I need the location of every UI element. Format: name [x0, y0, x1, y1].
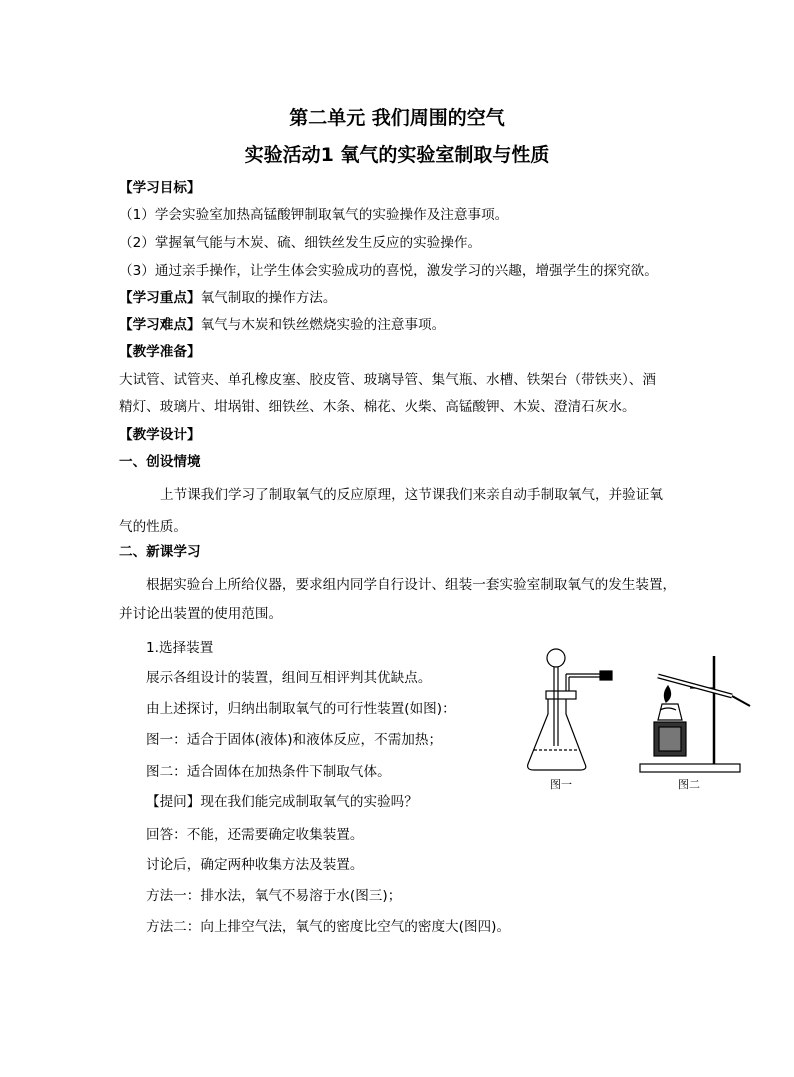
body-line: 展示各组设计的装置，组间互相评判其优缺点。: [146, 670, 432, 686]
difficulty-line: [119, 316, 445, 334]
focus-line: [119, 289, 337, 307]
figure1-label: 图一: [550, 778, 572, 791]
body-line: 方法二：向上排空气法，氧气的密度比空气的密度大(图四)。: [146, 919, 511, 935]
design-heading: 【教学设计】: [119, 427, 201, 443]
section1-heading: 一、创设情境: [119, 454, 201, 470]
body-line: 回答：不能，还需要确定收集装置。: [146, 827, 364, 843]
step-heading: 1.选择装置: [146, 640, 214, 656]
section2-heading: 二、新课学习: [119, 544, 201, 560]
unit-title: 第二单元 我们周围的空气: [289, 107, 505, 129]
prep-line: 大试管、试管夹、单孔橡皮塞、胶皮管、玻璃导管、集气瓶、水槽、铁架台（带铁夹）、酒: [119, 372, 656, 388]
goal-item: （3）通过亲手操作，让学生体会实验成功的喜悦，激发学习的兴趣，增强学生的探究欲。: [119, 263, 658, 279]
apparatus-figure: [518, 636, 754, 806]
figure2-label: 图二: [678, 778, 700, 791]
section1-para-cont: 气的性质。: [119, 519, 187, 535]
section2-para-cont: 并讨论出装置的使用范围。: [119, 606, 283, 622]
focus-label: 【学习重点】: [119, 290, 201, 306]
section1-para: 上节课我们学习了制取氧气的反应原理，这节课我们来亲自动手制取氧气，并验证氧: [160, 487, 663, 503]
body-line: 方法一：排水法，氧气不易溶于水(图三)；: [146, 888, 402, 904]
figure2-stand: [640, 656, 750, 772]
prep-heading: 【教学准备】: [119, 344, 201, 360]
section2-para: 根据实验台上所给仪器，要求组内同学自行设计、组装一套实验室制取氧气的发生装置，: [146, 577, 677, 593]
difficulty-text: 氧气与木炭和铁丝燃烧实验的注意事项。: [200, 317, 446, 333]
goal-item: （2）掌握氧气能与木炭、硫、细铁丝发生反应的实验操作。: [119, 235, 482, 251]
goal-item: （1）学会实验室加热高锰酸钾制取氧气的实验操作及注意事项。: [119, 207, 509, 223]
activity-title: 实验活动1 氧气的实验室制取与性质: [244, 144, 550, 166]
body-line: 图二：适合固体在加热条件下制取气体。: [146, 764, 391, 780]
difficulty-label: 【学习难点】: [119, 317, 201, 333]
body-line: 由上述探讨，归纳出制取氧气的可行性装置(如图)：: [146, 701, 456, 717]
focus-text: 氧气制取的操作方法。: [200, 290, 337, 306]
prep-line: 精灯、玻璃片、坩埚钳、细铁丝、木条、棉花、火柴、高锰酸钾、木炭、澄清石灰水。: [119, 399, 636, 415]
question-line: 【提问】现在我们能完成制取氧气的实验吗？: [146, 794, 418, 810]
goals-heading: 【学习目标】: [119, 180, 201, 196]
body-line: 讨论后，确定两种收集方法及装置。: [146, 857, 364, 873]
body-line: 图一：适合于固体(液体)和液体反应，不需加热；: [146, 732, 443, 748]
apparatus-drawing: [518, 636, 754, 806]
figure1-flask: [528, 649, 612, 770]
